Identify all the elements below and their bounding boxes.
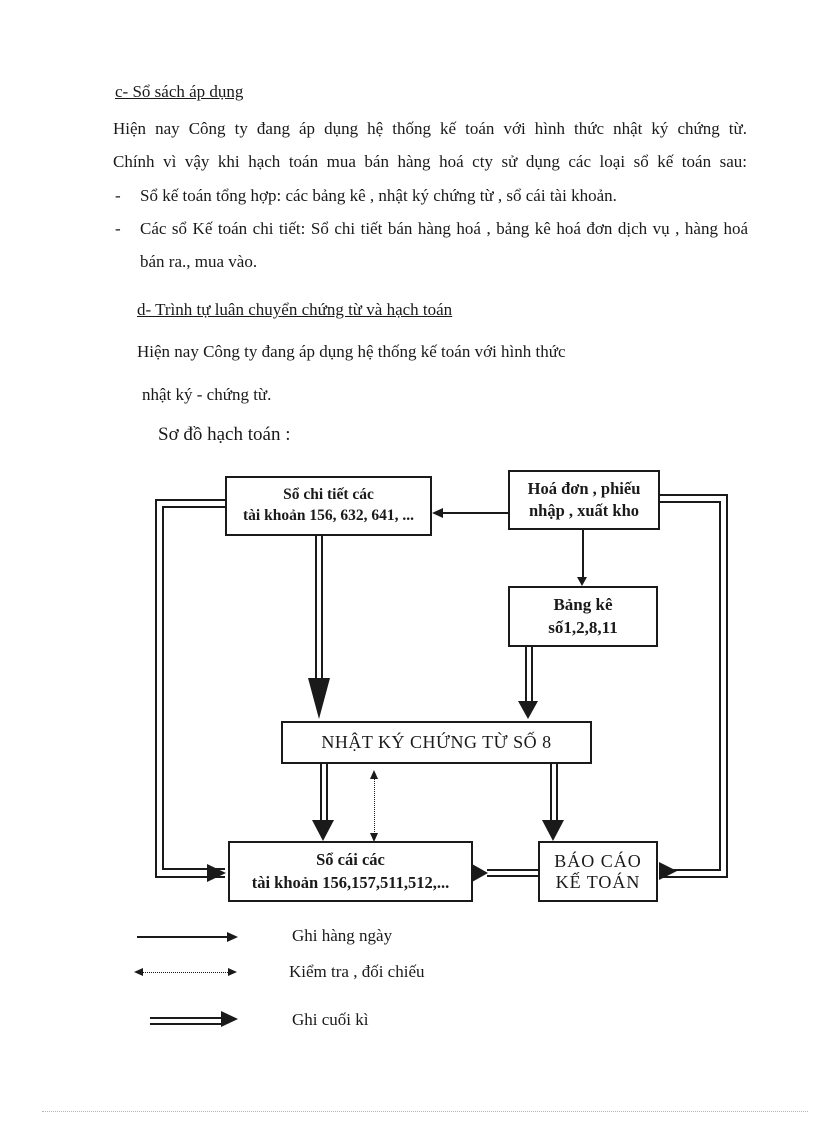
connector-socai-to-baocao [487,869,538,877]
connector-bangke-to-nhatky [525,647,533,703]
arrowhead-down-icon [370,833,378,842]
box-label: Hoá đơn , phiếu [527,478,641,498]
bullet-marker: - [115,186,121,205]
box-label: BÁO CÁO [554,851,642,872]
box-label: Bảng kê [553,594,613,614]
arrowhead-down-thick-icon [308,678,330,719]
legend-solid-arrow [137,936,228,938]
bullet-item: Các sổ Kế toán chi tiết: Sổ chi tiết bán hàng hoá , bảng kê hoá đơn dịch vụ , hàng hoá bán ra., mua vào. [140,219,748,271]
box-label: KẾ TOÁN [555,871,641,892]
box-label: số1,2,8,11 [548,617,618,637]
section-c-paragraph-1: Hiện nay Công ty đang áp dụng hệ thống kế toán với hình thức nhật ký chứng từ. [113,119,747,138]
page-break-divider [42,1111,808,1112]
box-label: tài khoản 156,157,511,512,... [251,872,450,892]
arrowhead-down-thick-icon [312,820,334,841]
arrowhead-down-icon [577,577,587,586]
connector-hoadon-to-bangke [582,530,584,579]
connector-left-loop-inner [162,506,225,870]
box-label: nhập , xuất kho [528,501,640,520]
legend-dotted-arrow [143,972,228,973]
section-d-line-2: nhật ký - chứng từ. [142,385,272,404]
bullet-marker: - [115,219,121,238]
section-d-heading: d- Trình tự luân chuyển chứng từ và hạch toán [137,300,453,319]
diagram-box-hoa-don [508,470,660,530]
box-label: Sổ cái các [316,850,385,870]
connector-hoadon-to-sochitiet [443,512,508,514]
arrowhead-down-thick-icon [542,820,564,841]
bullet-item: Sổ kế toán tổng hợp: các bảng kê , nhật ký chứng từ , sổ cái tài khoản. [140,186,617,205]
section-d-line-1: Hiện nay Công ty đang áp dụng hệ thống kế toán với hình thức [137,342,566,361]
box-label: Sổ chi tiết các [283,486,374,504]
legend-label-period-end: Ghi cuối kì [292,1010,369,1029]
arrowhead-right-icon [227,932,238,942]
legend-label-check: Kiểm tra , đối chiếu [289,962,425,981]
connector-check-nhatky-socai [374,779,375,834]
box-label: tài khoản 156, 632, 641, ... [243,507,414,524]
diagram-box-so-chi-tiet [225,476,432,536]
legend-double-arrow [150,1017,222,1025]
arrowhead-left-icon [134,968,143,976]
arrowhead-right-thick-icon [472,864,488,882]
diagram-box-bang-ke [508,586,658,647]
arrowhead-right-thick-icon [207,864,226,882]
connector-nhatky-to-baocao [550,764,558,821]
diagram-box-nhat-ky [281,721,592,764]
arrowhead-down-thick-icon [518,701,538,719]
arrowhead-right-thick-icon [659,862,677,880]
arrowhead-left-icon [432,508,443,518]
connector-nhatky-to-socai [320,764,328,821]
connector-right-loop-inner [660,501,721,871]
arrowhead-right-thick-icon [221,1011,238,1027]
box-label: NHẬT KÝ CHỨNG TỪ SỐ 8 [321,732,552,753]
arrowhead-up-icon [370,770,378,779]
diagram-title: Sơ đồ hạch toán : [158,424,291,445]
section-c-paragraph-2: Chính vì vậy khi hạch toán mua bán hàng hoá cty sử dụng các loại sổ kế toán sau: [113,152,747,171]
connector-sochitiet-to-nhatky [315,536,323,679]
section-c-heading: c- Sổ sách áp dụng [115,82,244,101]
arrowhead-right-icon [228,968,237,976]
diagram-box-so-cai [228,841,473,902]
diagram-box-bao-cao [538,841,658,902]
legend-label-daily: Ghi hàng ngày [292,926,393,945]
